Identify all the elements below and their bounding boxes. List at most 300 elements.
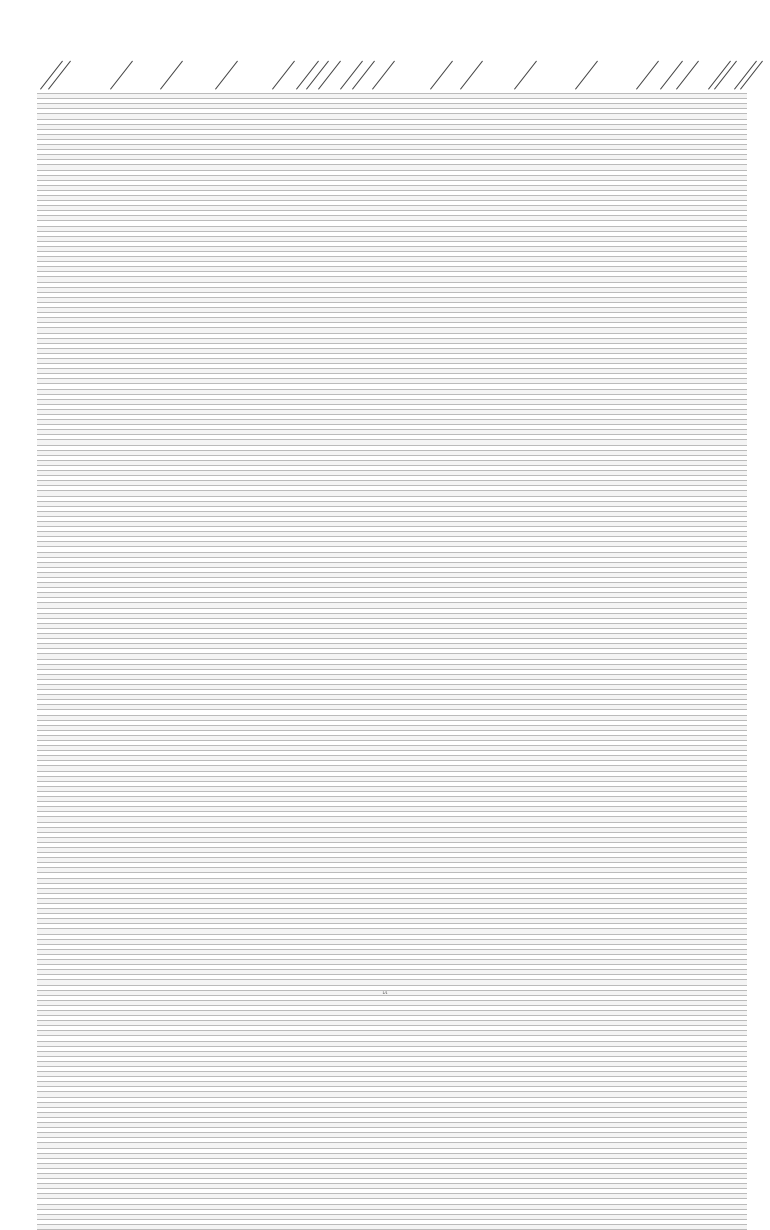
table-cell bbox=[408, 980, 454, 984]
table-cell bbox=[212, 1133, 272, 1137]
table-cell bbox=[212, 996, 272, 1000]
table-cell bbox=[273, 1047, 304, 1051]
table-cell bbox=[37, 766, 44, 770]
table-cell bbox=[316, 186, 336, 190]
table-cell bbox=[212, 700, 272, 704]
table-cell bbox=[455, 644, 506, 648]
table-cell bbox=[627, 288, 684, 292]
table-cell bbox=[627, 945, 684, 949]
table-cell bbox=[337, 736, 368, 740]
table-cell bbox=[45, 950, 108, 954]
table-cell bbox=[627, 435, 684, 439]
table-cell bbox=[685, 517, 721, 521]
table-cell bbox=[627, 1052, 684, 1056]
table-cell bbox=[37, 135, 44, 139]
table-cell bbox=[37, 812, 44, 816]
table-cell bbox=[408, 517, 454, 521]
table-cell bbox=[507, 369, 571, 373]
table-cell bbox=[572, 970, 626, 974]
table-cell bbox=[109, 512, 160, 516]
table-cell bbox=[369, 772, 407, 776]
table-cell bbox=[316, 955, 336, 959]
table-cell bbox=[305, 328, 315, 332]
table-cell bbox=[161, 914, 211, 918]
table-cell bbox=[273, 690, 304, 694]
table-cell bbox=[455, 247, 506, 251]
column-header-rule bbox=[160, 61, 183, 90]
table-cell bbox=[572, 181, 626, 185]
table-cell bbox=[212, 547, 272, 551]
table-cell bbox=[45, 160, 108, 164]
table-cell bbox=[337, 614, 368, 618]
table-cell bbox=[305, 1174, 315, 1178]
table-cell bbox=[316, 344, 336, 348]
table-cell bbox=[45, 486, 108, 490]
table-cell bbox=[685, 1067, 721, 1071]
table-cell bbox=[455, 334, 506, 338]
table-cell bbox=[337, 191, 368, 195]
table-cell bbox=[316, 176, 336, 180]
table-cell bbox=[455, 435, 506, 439]
table-cell bbox=[161, 165, 211, 169]
table-cell bbox=[627, 568, 684, 572]
table-cell bbox=[337, 339, 368, 343]
table-cell bbox=[109, 858, 160, 862]
table-cell bbox=[45, 843, 108, 847]
table-cell bbox=[45, 924, 108, 928]
table-cell bbox=[161, 140, 211, 144]
table-cell bbox=[627, 104, 684, 108]
table-cell bbox=[369, 1042, 407, 1046]
table-cell bbox=[369, 1184, 407, 1188]
table-cell bbox=[408, 619, 454, 623]
table-cell bbox=[337, 1052, 368, 1056]
table-cell bbox=[627, 685, 684, 689]
table-cell bbox=[507, 553, 571, 557]
table-cell bbox=[408, 155, 454, 159]
table-cell bbox=[212, 812, 272, 816]
table-cell bbox=[109, 1082, 160, 1086]
table-cell bbox=[507, 1189, 571, 1193]
table-cell bbox=[737, 975, 749, 979]
table-cell bbox=[722, 614, 736, 618]
table-cell bbox=[627, 1149, 684, 1153]
table-cell bbox=[305, 802, 315, 806]
table-cell bbox=[685, 654, 721, 658]
table-cell bbox=[212, 196, 272, 200]
table-cell bbox=[627, 354, 684, 358]
table-cell bbox=[109, 909, 160, 913]
table-cell bbox=[722, 109, 736, 113]
table-cell bbox=[369, 481, 407, 485]
table-cell bbox=[369, 1179, 407, 1183]
table-cell bbox=[408, 853, 454, 857]
table-cell bbox=[37, 160, 44, 164]
table-cell bbox=[627, 644, 684, 648]
table-cell bbox=[722, 486, 736, 490]
table-cell bbox=[273, 293, 304, 297]
table-cell bbox=[305, 858, 315, 862]
table-cell bbox=[685, 817, 721, 821]
table-cell bbox=[572, 1016, 626, 1020]
table-cell bbox=[45, 833, 108, 837]
table-cell bbox=[316, 94, 336, 98]
table-cell bbox=[337, 252, 368, 256]
table-cell bbox=[161, 884, 211, 888]
table-cell bbox=[109, 1108, 160, 1112]
table-cell bbox=[685, 461, 721, 465]
table-cell bbox=[737, 344, 749, 348]
table-cell bbox=[507, 654, 571, 658]
table-cell bbox=[722, 879, 736, 883]
table-cell bbox=[507, 1006, 571, 1010]
table-cell bbox=[316, 940, 336, 944]
table-cell bbox=[45, 1123, 108, 1127]
table-cell bbox=[408, 486, 454, 490]
table-cell bbox=[369, 1133, 407, 1137]
table-cell bbox=[45, 1113, 108, 1117]
table-cell bbox=[109, 145, 160, 149]
table-cell bbox=[161, 1087, 211, 1091]
table-cell bbox=[161, 232, 211, 236]
table-cell bbox=[369, 690, 407, 694]
table-cell bbox=[722, 807, 736, 811]
table-cell bbox=[316, 1092, 336, 1096]
table-cell bbox=[161, 405, 211, 409]
table-cell bbox=[507, 792, 571, 796]
table-cell bbox=[37, 435, 44, 439]
table-cell bbox=[109, 731, 160, 735]
table-cell bbox=[455, 527, 506, 531]
table-cell bbox=[37, 945, 44, 949]
table-cell bbox=[37, 283, 44, 287]
table-cell bbox=[507, 1072, 571, 1076]
table-cell bbox=[685, 945, 721, 949]
table-cell bbox=[408, 364, 454, 368]
table-cell bbox=[737, 140, 749, 144]
table-cell bbox=[316, 996, 336, 1000]
table-cell bbox=[369, 339, 407, 343]
table-cell bbox=[45, 227, 108, 231]
table-cell bbox=[685, 955, 721, 959]
table-cell bbox=[627, 384, 684, 388]
table-cell bbox=[161, 186, 211, 190]
table-cell bbox=[305, 935, 315, 939]
table-cell bbox=[45, 1052, 108, 1056]
table-cell bbox=[305, 705, 315, 709]
table-cell bbox=[305, 823, 315, 827]
table-cell bbox=[722, 165, 736, 169]
table-cell bbox=[722, 940, 736, 944]
table-cell bbox=[305, 191, 315, 195]
table-cell bbox=[572, 135, 626, 139]
table-cell bbox=[212, 135, 272, 139]
table-cell bbox=[212, 125, 272, 129]
table-cell bbox=[109, 502, 160, 506]
table-cell bbox=[722, 726, 736, 730]
table-cell bbox=[455, 1052, 506, 1056]
table-cell bbox=[109, 1138, 160, 1142]
table-cell bbox=[737, 196, 749, 200]
table-cell bbox=[161, 756, 211, 760]
table-cell bbox=[37, 1113, 44, 1117]
table-cell bbox=[316, 165, 336, 169]
table-cell bbox=[507, 639, 571, 643]
table-cell bbox=[109, 1149, 160, 1153]
table-cell bbox=[627, 553, 684, 557]
table-cell bbox=[507, 1123, 571, 1127]
table-cell bbox=[627, 873, 684, 877]
table-cell bbox=[316, 547, 336, 551]
table-cell bbox=[273, 267, 304, 271]
table-cell bbox=[273, 619, 304, 623]
table-cell bbox=[722, 288, 736, 292]
table-cell bbox=[408, 1103, 454, 1107]
table-cell bbox=[109, 349, 160, 353]
table-cell bbox=[109, 766, 160, 770]
table-cell bbox=[627, 196, 684, 200]
table-cell bbox=[37, 1159, 44, 1163]
table-cell bbox=[273, 751, 304, 755]
table-cell bbox=[737, 965, 749, 969]
table-cell bbox=[316, 1184, 336, 1188]
table-cell bbox=[369, 766, 407, 770]
table-cell bbox=[722, 1169, 736, 1173]
table-cell bbox=[337, 313, 368, 317]
table-cell bbox=[316, 654, 336, 658]
table-cell bbox=[337, 1103, 368, 1107]
table-cell bbox=[45, 267, 108, 271]
table-cell bbox=[507, 741, 571, 745]
table-cell bbox=[337, 649, 368, 653]
table-cell bbox=[737, 130, 749, 134]
table-cell bbox=[305, 1108, 315, 1112]
table-cell bbox=[685, 405, 721, 409]
table-cell bbox=[337, 634, 368, 638]
table-cell bbox=[408, 986, 454, 990]
table-cell bbox=[161, 364, 211, 368]
table-cell bbox=[212, 89, 272, 93]
table-cell bbox=[408, 491, 454, 495]
table-cell bbox=[273, 1006, 304, 1010]
table-cell bbox=[109, 1123, 160, 1127]
table-cell bbox=[408, 344, 454, 348]
table-cell bbox=[507, 1036, 571, 1040]
table-cell bbox=[212, 1194, 272, 1198]
table-cell bbox=[212, 593, 272, 597]
table-cell bbox=[45, 196, 108, 200]
table-cell bbox=[722, 537, 736, 541]
table-cell bbox=[337, 125, 368, 129]
table-cell bbox=[737, 517, 749, 521]
table-cell bbox=[337, 1179, 368, 1183]
table-cell bbox=[45, 1189, 108, 1193]
table-cell bbox=[737, 1001, 749, 1005]
table-cell bbox=[685, 899, 721, 903]
table-cell bbox=[212, 634, 272, 638]
table-cell bbox=[109, 486, 160, 490]
table-cell bbox=[507, 598, 571, 602]
table-cell bbox=[273, 339, 304, 343]
table-cell bbox=[161, 201, 211, 205]
table-cell bbox=[737, 848, 749, 852]
table-cell bbox=[507, 242, 571, 246]
table-cell bbox=[737, 950, 749, 954]
table-cell bbox=[572, 980, 626, 984]
table-cell bbox=[305, 578, 315, 582]
table-cell bbox=[685, 354, 721, 358]
table-cell bbox=[37, 1036, 44, 1040]
table-cell bbox=[337, 955, 368, 959]
table-cell bbox=[45, 746, 108, 750]
table-cell bbox=[685, 777, 721, 781]
table-cell bbox=[627, 1179, 684, 1183]
table-cell bbox=[369, 425, 407, 429]
table-cell bbox=[161, 634, 211, 638]
table-cell bbox=[337, 644, 368, 648]
table-cell bbox=[507, 1011, 571, 1015]
table-cell bbox=[109, 583, 160, 587]
table-cell bbox=[507, 257, 571, 261]
table-cell bbox=[627, 430, 684, 434]
table-cell bbox=[627, 537, 684, 541]
table-cell bbox=[161, 654, 211, 658]
table-cell bbox=[273, 237, 304, 241]
table-cell bbox=[685, 919, 721, 923]
table-cell bbox=[337, 914, 368, 918]
table-cell bbox=[109, 634, 160, 638]
table-cell bbox=[161, 1082, 211, 1086]
table-cell bbox=[161, 323, 211, 327]
table-cell bbox=[109, 843, 160, 847]
table-cell bbox=[369, 334, 407, 338]
table-cell bbox=[737, 440, 749, 444]
table-cell bbox=[109, 823, 160, 827]
table-cell bbox=[455, 232, 506, 236]
table-cell bbox=[45, 558, 108, 562]
table-cell bbox=[685, 940, 721, 944]
table-cell bbox=[685, 542, 721, 546]
table-cell bbox=[408, 349, 454, 353]
table-cell bbox=[37, 950, 44, 954]
table-cell bbox=[627, 1077, 684, 1081]
table-cell bbox=[572, 186, 626, 190]
table-cell bbox=[408, 792, 454, 796]
table-cell bbox=[45, 996, 108, 1000]
table-cell bbox=[369, 1062, 407, 1066]
table-cell bbox=[316, 410, 336, 414]
table-cell bbox=[161, 777, 211, 781]
table-cell bbox=[737, 685, 749, 689]
table-cell bbox=[337, 522, 368, 526]
table-cell bbox=[737, 603, 749, 607]
table-cell bbox=[161, 721, 211, 725]
table-cell bbox=[507, 1082, 571, 1086]
table-cell bbox=[627, 339, 684, 343]
table-cell bbox=[37, 858, 44, 862]
table-cell bbox=[305, 491, 315, 495]
table-cell bbox=[305, 1138, 315, 1142]
table-cell bbox=[305, 497, 315, 501]
table-cell bbox=[273, 1169, 304, 1173]
table-cell bbox=[305, 267, 315, 271]
table-cell bbox=[305, 451, 315, 455]
table-cell bbox=[722, 654, 736, 658]
table-cell bbox=[212, 542, 272, 546]
table-cell bbox=[369, 660, 407, 664]
table-cell bbox=[722, 919, 736, 923]
table-cell bbox=[408, 1057, 454, 1061]
table-cell bbox=[109, 1036, 160, 1040]
table-cell bbox=[722, 817, 736, 821]
table-cell bbox=[337, 639, 368, 643]
table-cell bbox=[507, 619, 571, 623]
table-cell bbox=[109, 721, 160, 725]
table-cell bbox=[572, 573, 626, 577]
table-cell bbox=[161, 553, 211, 557]
table-cell bbox=[572, 232, 626, 236]
table-cell bbox=[273, 624, 304, 628]
table-cell bbox=[316, 247, 336, 251]
table-cell bbox=[722, 130, 736, 134]
table-cell bbox=[408, 935, 454, 939]
table-cell bbox=[337, 573, 368, 577]
table-cell bbox=[37, 1149, 44, 1153]
table-cell bbox=[627, 777, 684, 781]
table-cell bbox=[685, 1087, 721, 1091]
table-cell bbox=[109, 446, 160, 450]
table-cell bbox=[212, 471, 272, 475]
table-cell bbox=[455, 1021, 506, 1025]
table-cell bbox=[161, 935, 211, 939]
table-cell bbox=[316, 89, 336, 93]
table-cell bbox=[37, 384, 44, 388]
table-cell bbox=[316, 741, 336, 745]
table-cell bbox=[455, 99, 506, 103]
table-cell bbox=[627, 1164, 684, 1168]
table-cell bbox=[507, 186, 571, 190]
table-cell bbox=[305, 654, 315, 658]
table-cell bbox=[212, 1143, 272, 1147]
table-cell bbox=[273, 741, 304, 745]
table-cell bbox=[37, 191, 44, 195]
table-cell bbox=[408, 99, 454, 103]
table-cell bbox=[369, 109, 407, 113]
table-cell bbox=[369, 812, 407, 816]
table-cell bbox=[572, 1189, 626, 1193]
table-cell bbox=[507, 945, 571, 949]
table-cell bbox=[161, 155, 211, 159]
table-cell bbox=[369, 517, 407, 521]
table-cell bbox=[212, 1082, 272, 1086]
table-cell bbox=[109, 1042, 160, 1046]
table-cell bbox=[369, 237, 407, 241]
table-cell bbox=[722, 405, 736, 409]
table-cell bbox=[722, 267, 736, 271]
table-cell bbox=[45, 583, 108, 587]
table-cell bbox=[572, 471, 626, 475]
table-cell bbox=[109, 690, 160, 694]
table-cell bbox=[627, 558, 684, 562]
table-cell bbox=[572, 940, 626, 944]
table-cell bbox=[337, 1123, 368, 1127]
table-cell bbox=[305, 461, 315, 465]
table-cell bbox=[212, 1011, 272, 1015]
table-cell bbox=[45, 109, 108, 113]
table-cell bbox=[572, 802, 626, 806]
table-cell bbox=[408, 130, 454, 134]
table-cell bbox=[627, 654, 684, 658]
